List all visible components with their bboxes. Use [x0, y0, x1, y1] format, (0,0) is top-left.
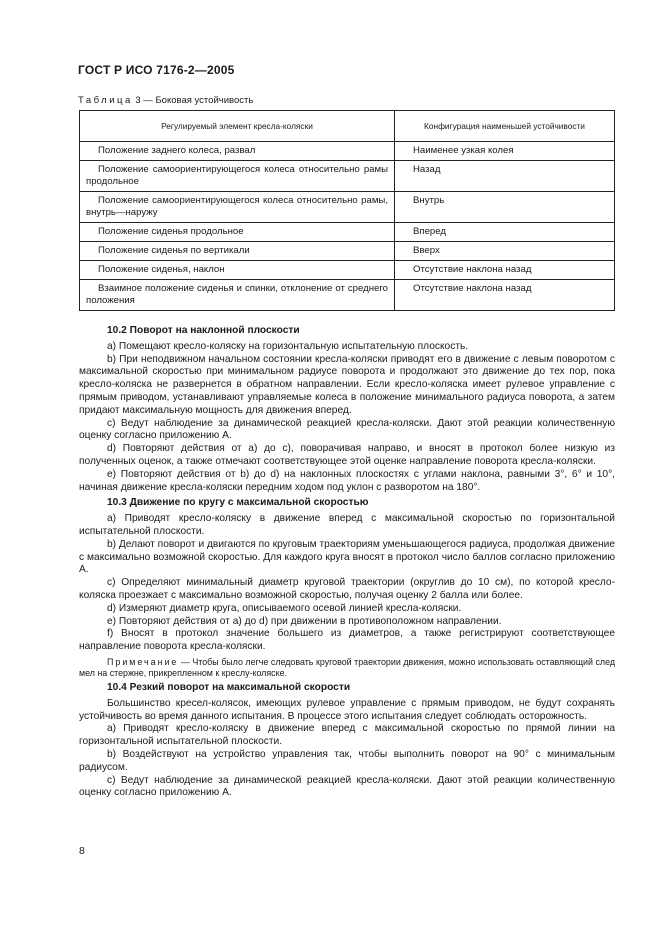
paragraph: b) Воздействуют на устройство управления так, чтобы выполнить поворот на 90° с минимальным радиусом.: [79, 748, 615, 773]
paragraph: f) Вносят в протокол значение большего из диаметров, а также регистрируют соответствующее направление поворота кресла-коляски.: [79, 628, 615, 653]
table-row: [80, 261, 615, 280]
paragraph: с) Определяют минимальный диаметр круговой траектории (округлив до 10 см), по которой кресло-коляска проезжает с максимально возможной скоростью, получая оценку 2 балла или более.: [79, 577, 615, 601]
table-cell-config: Отсутствие наклона назад: [395, 280, 615, 311]
table-cell-element: Взаимное положение сиденья и спинки, отклонение от среднего положения: [80, 280, 395, 311]
table-cell-element: Положение сиденья продольное: [80, 223, 395, 242]
paragraph: d) Повторяют действия от а) до с), поворачивая направо, и вносят в протокол более низкую из полученных оценок, а также отмечают соответствующее этой оценке направление поворота кресла-коляски.: [79, 443, 615, 467]
table-header-cell: Конфигурация наименьшей устойчивости: [395, 111, 615, 142]
section-heading-10-2: 10.2 Поворот на наклонной плоскости: [107, 325, 300, 336]
paragraph: е) Повторяют действия от b) до d) на наклонных плоскостях с углами наклона, равными 3°, 6° и 10°, начиная движение кресла-коляски передним ходом под уклон с разворотом на 180°.: [79, 468, 615, 493]
table-cell-element: Положение самоориентирующегося колеса относительно рамы продольное: [80, 161, 395, 192]
section-heading-10-3: 10.3 Движение по кругу с максимальной скоростью: [107, 497, 369, 509]
table-caption-title: 3 — Боковая устойчивость: [132, 95, 254, 106]
table-row: [80, 242, 615, 261]
table-row: [80, 192, 615, 223]
paragraph: с) Ведут наблюдение за динамической реакцией кресла-коляски. Дают этой реакции количественную оценку согласно приложению А.: [79, 774, 615, 799]
table-row: [80, 161, 615, 192]
note: [79, 657, 615, 679]
table-cell-element: Положение сиденья, наклон: [80, 261, 395, 280]
stability-table: [79, 110, 615, 311]
section-heading-10-4: 10.4 Резкий поворот на максимальной скорости: [107, 681, 351, 693]
paragraph: b) При неподвижном начальном состоянии кресла-коляски приводят его в движение с левым поворотом с максимальной скоростью при минимальном радиусе поворота и продолжают это движение до тех пор, пока кресло-коляска не развернется в обратном направлении. Если кресло-коляска имеет рулевое управление с прямым приводом, устанавливают управляемые колеса в положение минимального радиуса поворота, а затем придают максимальную мощность для движения вперед.: [79, 353, 615, 416]
table-cell-element: Положение сиденья по вертикали: [80, 242, 395, 261]
table-cell-config: Наименее узкая колея: [395, 142, 615, 161]
table-caption: [78, 95, 253, 106]
table-header-cell: Регулируемый элемент кресла-коляски: [80, 111, 395, 142]
paragraph: с) Ведут наблюдение за динамической реакцией кресла-коляски. Дают этой реакции количественную оценку согласно приложению А.: [79, 417, 615, 442]
paragraph: а) Приводят кресло-коляску в движение вперед с максимальной скоростью по горизонтальной испытательной плоскости.: [79, 513, 615, 537]
note-label: Примечание: [107, 656, 179, 667]
document-header: ГОСТ Р ИСО 7176-2—2005: [78, 63, 235, 77]
table-cell-config: Вперед: [395, 223, 615, 242]
table-cell-config: Назад: [395, 161, 615, 192]
table-header-row: [80, 111, 615, 142]
table-cell-element: Положение самоориентирующегося колеса относительно рамы, внутрь—наружу: [80, 192, 395, 223]
table-row: [80, 280, 615, 311]
page-number: 8: [79, 845, 85, 857]
paragraph: b) Делают поворот и двигаются по круговым траекториям уменьшающегося радиуса, продолжая движение с максимально возможной скоростью. Для каждого круга вносят в протокол число баллов согласно приложению А.: [79, 538, 615, 576]
note-text: — Чтобы было легче следовать круговой траектории движения, можно использовать оставляющий след мел на стержне, прикрепленном к креслу-коляске.: [79, 656, 615, 678]
table-cell-config: Вверх: [395, 242, 615, 261]
paragraph: d) Измеряют диаметр круга, описываемого осевой линией кресла-коляски.: [107, 602, 462, 614]
paragraph: Большинство кресел-колясок, имеющих рулевое управление с прямым приводом, не будут сохранять устойчивость во время данного испытания. В процессе этого испытания следует соблюдать осторожность.: [79, 697, 615, 722]
table-cell-config: Внутрь: [395, 192, 615, 223]
paragraph: а) Помещают кресло-коляску на горизонтальную испытательную плоскость.: [107, 340, 469, 352]
table-row: [80, 223, 615, 242]
table-cell-config: Отсутствие наклона назад: [395, 261, 615, 280]
table-cell-element: Положение заднего колеса, развал: [80, 142, 395, 161]
table-row: [80, 142, 615, 161]
paragraph: е) Повторяют действия от а) до d) при движении в противоположном направлении.: [107, 615, 502, 627]
table-caption-label: Таблица: [78, 95, 133, 106]
paragraph: а) Приводят кресло-коляску в движение вперед с максимальной скоростью по прямой линии на горизонтальной испытательной плоскости.: [79, 723, 615, 748]
body-text: [79, 322, 615, 800]
